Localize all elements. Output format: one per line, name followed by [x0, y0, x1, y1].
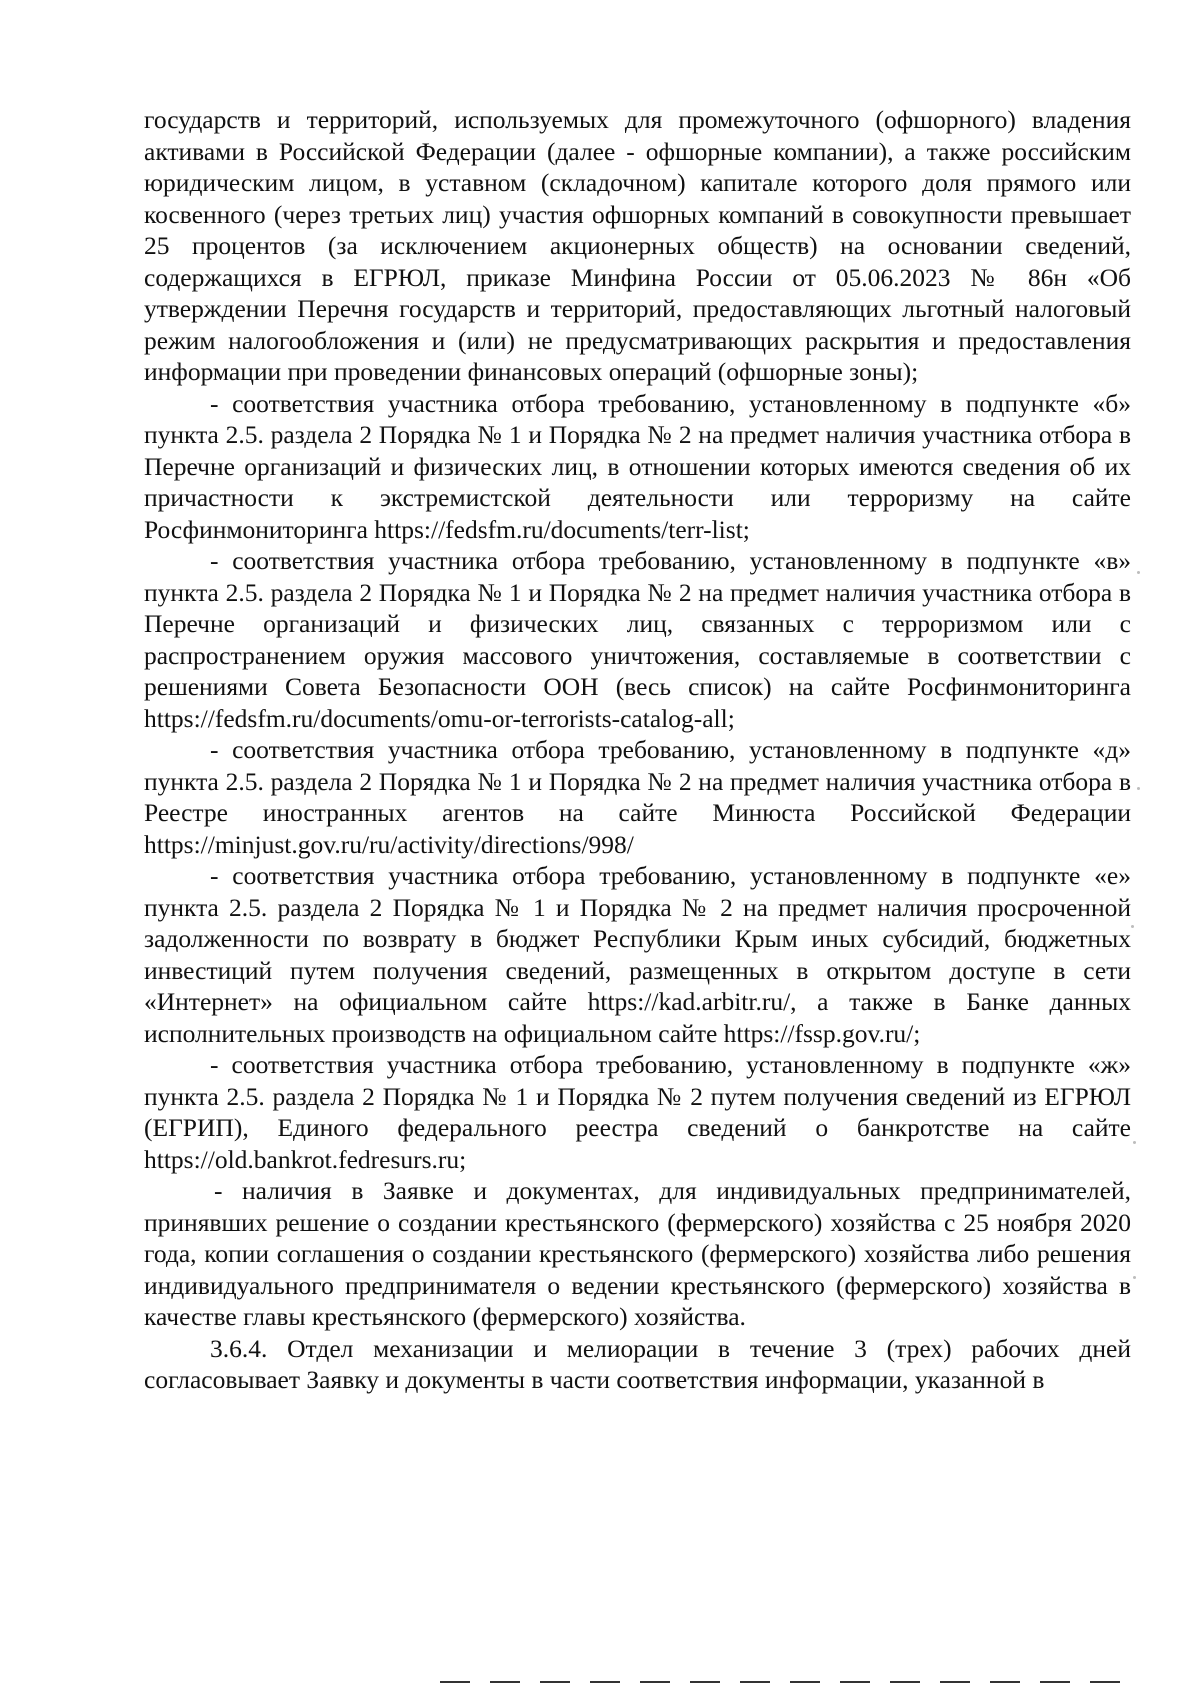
scan-speck — [1133, 1276, 1136, 1279]
scan-speck — [1137, 571, 1140, 574]
scan-speck — [1131, 925, 1134, 928]
footer-dashed-line — [440, 1681, 1140, 1683]
scan-speck — [1133, 1141, 1136, 1144]
paragraph-bankruptcy-check: - соответствия участника отбора требованию, установленному в подпункте «ж» пункта 2.5. раздела 2 Порядка № 1 и Порядка № 2 путем получения сведений из ЕГРЮЛ (ЕГРИП), Единого федерального реестра сведений о банкротстве на сайте https://old.bankrot.fedresurs.ru; — [144, 1050, 1131, 1174]
document-body — [144, 104, 1131, 1396]
paragraph-offshore-criteria: государств и территорий, используемых для промежуточного (офшорного) владения активами в Российской Федерации (далее - офшорные компании), а также российским юридическим лицом, в уставном (складочном) капитале которого доля прямого или косвенного (через третьих лиц) участия офшорных компаний в совокупности превышает 25 процентов (за исключением акционерных обществ) на основании сведений, содержащихся в ЕГРЮЛ, приказе Минфина России от 05.06.2023 № 86н «Об утверждении Перечня государств и территорий, предоставляющих льготный налоговый режим налогообложения и (или) не предусматривающих раскрытия и предоставления информации при проведении финансовых операций (офшорные зоны); — [144, 105, 1131, 386]
paragraph-overdue-debt-check: - соответствия участника отбора требованию, установленному в подпункте «е» пункта 2.5. раздела 2 Порядка № 1 и Порядка № 2 на предмет наличия просроченной задолженности по возврату в бюджет Республики Крым иных субсидий, бюджетных инвестиций путем получения сведений, размещенных в открытом доступе в сети «Интернет» на официальном сайте https://kad.arbitr.ru/, а также в Банке данных исполнительных производств на официальном сайте https://fssp.gov.ru/; — [144, 861, 1131, 1048]
paragraph-foreign-agents-check: - соответствия участника отбора требованию, установленному в подпункте «д» пункта 2.5. раздела 2 Порядка № 1 и Порядка № 2 на предмет наличия участника отбора в Реестре иностранных агентов на сайте Минюста Российской Федерации https://minjust.gov.ru/ru/activity/directions/998/ — [144, 735, 1131, 859]
paragraph-3-6-4: 3.6.4. Отдел механизации и мелиорации в течение 3 (трех) рабочих дней согласовывает Заявку и документы в части соответствия информации, указанной в — [144, 1333, 1131, 1394]
scan-speck — [1137, 787, 1140, 790]
paragraph-terrorism-wmd-check: - соответствия участника отбора требованию, установленному в подпункте «в» пункта 2.5. раздела 2 Порядка № 1 и Порядка № 2 на предмет наличия участника отбора в Перечне организаций и физических лиц, связанных с терроризмом или с распространением оружия массового уничтожения, составляемые в соответствии с решениями Совета Безопасности ООН (весь список) на сайте Росфинмониторинга https://fedsfm.ru/documents/omu-or-terrorists-catalog-all; — [144, 546, 1131, 733]
paragraph-extremism-check: - соответствия участника отбора требованию, установленному в подпункте «б» пункта 2.5. раздела 2 Порядка № 1 и Порядка № 2 на предмет наличия участника отбора в Перечне организаций и физических лиц, в отношении которых имеются сведения об их причастности к экстремистской деятельности или терроризму на сайте Росфинмониторинга https://fedsfm.ru/documents/terr-list; — [144, 388, 1131, 544]
paragraph-farm-agreement-check: - наличия в Заявке и документах, для индивидуальных предпринимателей, принявших решение о создании крестьянского (фермерского) хозяйства с 25 ноября 2020 года, копии соглашения о создании крестьянского (фермерского) хозяйства либо решения индивидуального предпринимателя о ведении крестьянского (фермерского) хозяйства в качестве главы крестьянского (фермерского) хозяйства. — [144, 1176, 1131, 1331]
